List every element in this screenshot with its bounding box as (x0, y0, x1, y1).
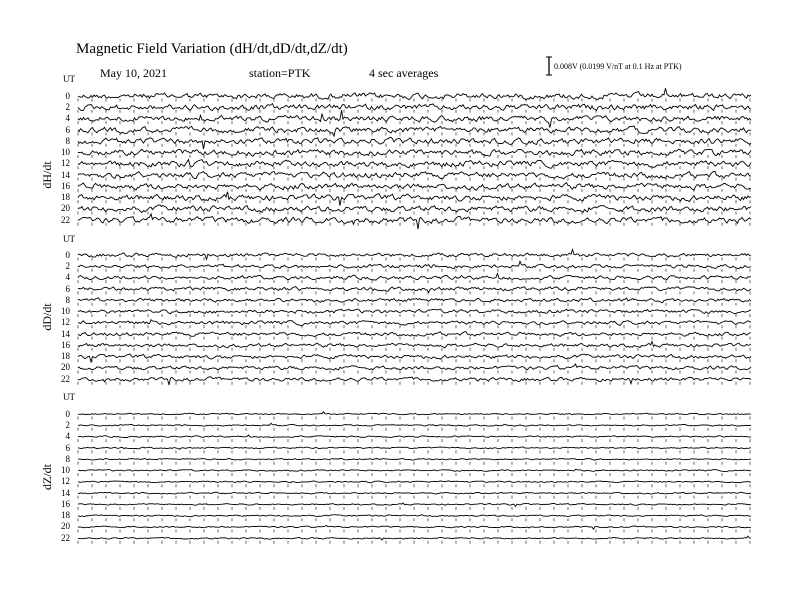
trace-line (78, 515, 751, 517)
trace-ticks (78, 144, 750, 147)
hour-label: 16 (61, 499, 70, 509)
trace-line (78, 192, 751, 206)
trace-ticks (78, 382, 750, 385)
ut-label: UT (63, 392, 75, 402)
trace-ticks (78, 303, 750, 306)
trace-line (78, 469, 751, 471)
trace-ticks (78, 371, 750, 374)
trace-line (78, 364, 751, 370)
hour-label: 12 (61, 317, 70, 327)
hour-label: 16 (61, 340, 70, 350)
trace-line (78, 492, 751, 494)
hour-labels (61, 91, 71, 225)
hour-label: 4 (65, 272, 70, 282)
trace-group (78, 412, 751, 544)
panel-dh (40, 74, 751, 229)
trace-ticks (78, 507, 750, 510)
trace-ticks (78, 280, 750, 283)
hour-label: 20 (61, 203, 70, 213)
trace-ticks (78, 359, 750, 362)
hour-label: 18 (61, 510, 70, 520)
trace-ticks (78, 110, 750, 113)
scale-bar-label: 0.008V (0.0199 V/nT at 0.1 Hz at PTK) (554, 62, 682, 71)
scale-bar (546, 57, 682, 75)
hour-label: 2 (65, 102, 70, 112)
trace-line (78, 160, 751, 169)
trace-line (78, 332, 751, 337)
trace-line (78, 342, 751, 348)
hour-label: 14 (61, 329, 70, 339)
trace-line (78, 110, 751, 127)
trace-line (78, 183, 751, 191)
trace-ticks (78, 121, 750, 124)
trace-line (78, 320, 751, 326)
hour-label: 16 (61, 181, 70, 191)
trace-line (78, 447, 751, 449)
chart-title: Magnetic Field Variation (dH/dt,dD/dt,dZ/dt) (76, 41, 348, 57)
trace-ticks (78, 132, 750, 135)
trace-ticks (78, 99, 750, 102)
trace-ticks (78, 428, 750, 431)
trace-ticks (78, 258, 750, 261)
trace-line (78, 104, 751, 111)
station-label: station=PTK (249, 66, 311, 80)
trace-line (78, 412, 751, 415)
hour-label: 22 (61, 215, 70, 225)
hour-label: 12 (61, 158, 70, 168)
trace-line (78, 249, 751, 259)
hour-label: 8 (65, 295, 70, 305)
trace-line (78, 536, 751, 540)
hour-label: 10 (61, 465, 70, 475)
trace-line (78, 354, 751, 362)
date-label: May 10, 2021 (100, 66, 167, 80)
panel-ylabel: dD/dt (40, 303, 54, 331)
trace-line (78, 525, 751, 529)
trace-line (78, 503, 751, 507)
trace-ticks (78, 450, 750, 453)
trace-ticks (78, 473, 750, 476)
hour-label: 4 (65, 113, 70, 123)
hour-label: 0 (65, 250, 70, 260)
trace-ticks (78, 541, 750, 544)
trace-ticks (78, 337, 750, 340)
trace-group (78, 88, 751, 229)
trace-line (78, 137, 751, 149)
hour-label: 0 (65, 409, 70, 419)
trace-ticks (78, 314, 750, 317)
trace-line (78, 287, 751, 293)
panel-ylabel: dZ/dt (40, 464, 54, 490)
panel-dd (40, 234, 751, 385)
hour-label: 2 (65, 420, 70, 430)
trace-ticks (78, 178, 750, 181)
hour-labels (61, 250, 71, 384)
hour-label: 18 (61, 192, 70, 202)
hour-label: 14 (61, 170, 70, 180)
trace-ticks (78, 291, 750, 294)
hour-labels (61, 409, 71, 543)
trace-ticks (78, 484, 750, 487)
trace-line (78, 458, 751, 460)
trace-line (78, 205, 751, 212)
trace-ticks (78, 269, 750, 272)
trace-line (78, 261, 751, 268)
trace-line (78, 481, 751, 483)
trace-ticks (78, 189, 750, 192)
hour-label: 0 (65, 91, 70, 101)
hour-label: 8 (65, 454, 70, 464)
hour-label: 18 (61, 351, 70, 361)
trace-ticks (78, 325, 750, 328)
hour-label: 14 (61, 488, 70, 498)
trace-ticks (78, 518, 750, 521)
trace-line (78, 274, 751, 281)
trace-line (78, 88, 751, 100)
trace-line (78, 423, 751, 426)
trace-line (78, 309, 751, 314)
hour-label: 22 (61, 374, 70, 384)
trace-line (78, 214, 751, 229)
trace-line (78, 149, 751, 156)
trace-ticks (78, 223, 750, 226)
trace-ticks (78, 417, 750, 420)
trace-line (78, 298, 751, 303)
panel-ylabel: dH/dt (40, 161, 54, 189)
ut-label: UT (63, 234, 75, 244)
trace-ticks (78, 200, 750, 203)
hour-label: 10 (61, 147, 70, 157)
trace-ticks (78, 348, 750, 351)
hour-label: 6 (65, 443, 70, 453)
averaging-label: 4 sec averages (369, 66, 439, 80)
trace-line (78, 435, 751, 438)
hour-label: 22 (61, 533, 70, 543)
hour-label: 6 (65, 284, 70, 294)
hour-label: 6 (65, 125, 70, 135)
trace-line (78, 171, 751, 179)
trace-ticks (78, 439, 750, 442)
trace-group (78, 249, 751, 385)
panel-dz (40, 392, 751, 544)
trace-line (78, 126, 751, 136)
trace-ticks (78, 496, 750, 499)
hour-label: 12 (61, 476, 70, 486)
hour-label: 4 (65, 431, 70, 441)
trace-ticks (78, 155, 750, 158)
hour-label: 8 (65, 136, 70, 146)
hour-label: 2 (65, 261, 70, 271)
trace-ticks (78, 462, 750, 465)
hour-label: 20 (61, 521, 70, 531)
hour-label: 10 (61, 306, 70, 316)
trace-line (78, 377, 751, 385)
ut-label: UT (63, 74, 75, 84)
trace-ticks (78, 530, 750, 533)
hour-label: 20 (61, 362, 70, 372)
